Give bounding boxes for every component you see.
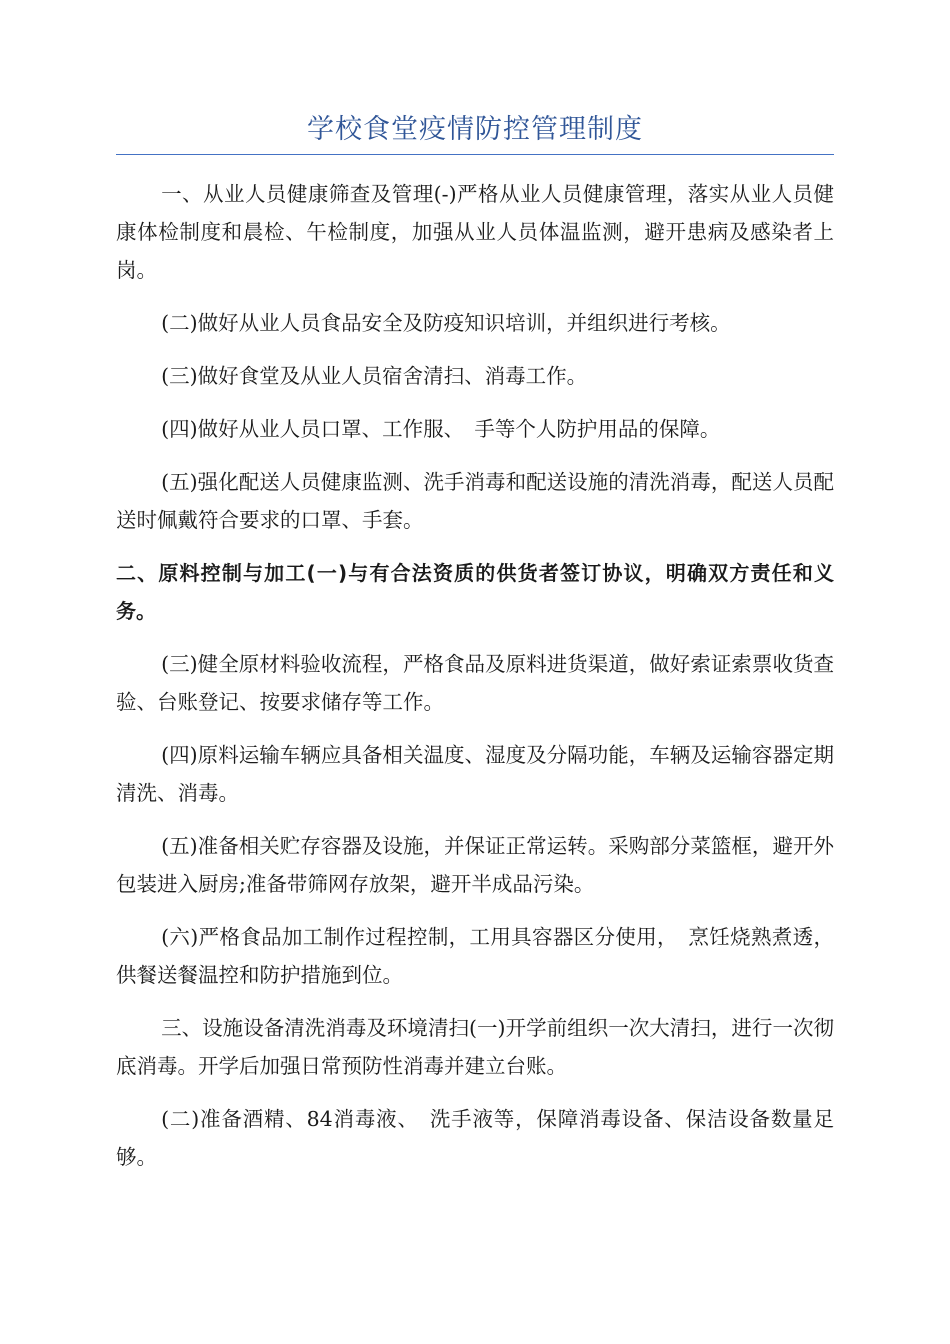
paragraph: (二)准备酒精、84消毒液、 洗手液等，保障消毒设备、保洁设备数量足够。 (116, 1107, 834, 1169)
document-body (116, 175, 834, 1191)
section-heading-paragraph: 二、原料控制与加工(一)与有合法资质的供货者签订协议，明确双方责任和义务。 (116, 561, 834, 623)
paragraph: (五)强化配送人员健康监测、洗手消毒和配送设施的清洗消毒，配送人员配送时佩戴符合要求的口罩、手套。 (116, 470, 834, 532)
title-underline (116, 154, 834, 155)
paragraph: (六)严格食品加工制作过程控制，工用具容器区分使用， 烹饪烧熟煮透，供餐送餐温控和防护措施到位。 (116, 925, 834, 987)
paragraph: (二)做好从业人员食品安全及防疫知识培训，并组织进行考核。 (161, 311, 731, 335)
paragraph: (四)原料运输车辆应具备相关温度、湿度及分隔功能，车辆及运输容器定期清洗、消毒。 (116, 743, 834, 805)
document-title: 学校食堂疫情防控管理制度 (307, 114, 643, 145)
paragraph: (四)做好从业人员口罩、工作服、 手等个人防护用品的保障。 (161, 417, 721, 441)
paragraph: (三)做好食堂及从业人员宿舍清扫、消毒工作。 (161, 364, 588, 388)
paragraph: (五)准备相关贮存容器及设施，并保证正常运转。采购部分菜篮框，避开外包装进入厨房;准备带筛网存放架，避开半成品污染。 (116, 834, 834, 896)
paragraph: (三)健全原材料验收流程，严格食品及原料进货渠道，做好索证索票收货查验、台账登记、按要求储存等工作。 (116, 652, 834, 714)
paragraph: 一、从业人员健康筛查及管理(-)严格从业人员健康管理，落实从业人员健康体检制度和晨检、午检制度，加强从业人员体温监测，避开患病及感染者上岗。 (116, 182, 834, 282)
paragraph: 三、设施设备清洗消毒及环境清扫(一)开学前组织一次大清扫，进行一次彻底消毒。开学后加强日常预防性消毒并建立台账。 (116, 1016, 834, 1078)
